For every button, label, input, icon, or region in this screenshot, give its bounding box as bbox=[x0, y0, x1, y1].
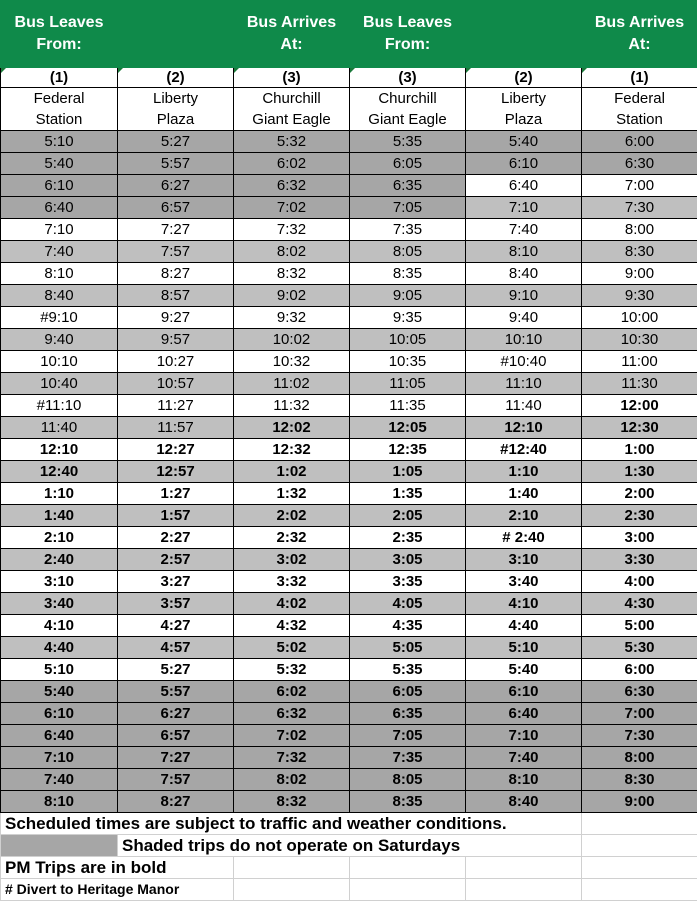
time-cell: 10:30 bbox=[582, 329, 697, 351]
col-heading-1: Bus Leaves From: bbox=[1, 1, 118, 68]
time-cell: 8:00 bbox=[582, 747, 697, 769]
time-cell: 6:35 bbox=[350, 175, 466, 197]
time-cell: 9:40 bbox=[466, 307, 582, 329]
time-cell: 12:10 bbox=[1, 439, 118, 461]
time-cell: 8:02 bbox=[234, 241, 350, 263]
schedule-row bbox=[1, 637, 697, 659]
time-cell: 6:40 bbox=[466, 175, 582, 197]
time-cell: 5:00 bbox=[582, 615, 697, 637]
time-cell: 12:30 bbox=[582, 417, 697, 439]
schedule-row bbox=[1, 483, 697, 505]
time-cell: 5:57 bbox=[118, 153, 234, 175]
shade-legend-swatch bbox=[1, 835, 118, 857]
time-cell: 3:05 bbox=[350, 549, 466, 571]
stop-name-line1: Churchill bbox=[262, 90, 321, 107]
time-cell: 6:10 bbox=[1, 175, 118, 197]
time-cell: 7:27 bbox=[118, 219, 234, 241]
schedule-row bbox=[1, 241, 697, 263]
time-cell: 11:00 bbox=[582, 351, 697, 373]
time-cell: 9:57 bbox=[118, 329, 234, 351]
time-cell: 11:40 bbox=[466, 395, 582, 417]
stop-name bbox=[1, 88, 118, 131]
time-cell: 12:35 bbox=[350, 439, 466, 461]
time-cell: 2:27 bbox=[118, 527, 234, 549]
stop-name-line2: Plaza bbox=[156, 111, 195, 128]
empty-cell bbox=[582, 879, 697, 901]
time-cell: 1:27 bbox=[118, 483, 234, 505]
time-cell: 2:35 bbox=[350, 527, 466, 549]
time-cell: 10:57 bbox=[118, 373, 234, 395]
time-cell: 10:02 bbox=[234, 329, 350, 351]
schedule-row bbox=[1, 593, 697, 615]
stop-name-line1: Liberty bbox=[500, 90, 547, 107]
time-cell: 4:57 bbox=[118, 637, 234, 659]
time-cell: 5:40 bbox=[466, 659, 582, 681]
time-cell: 1:05 bbox=[350, 461, 466, 483]
note-row bbox=[1, 879, 697, 901]
time-cell: 9:27 bbox=[118, 307, 234, 329]
stop-name-line1: Churchill bbox=[378, 90, 437, 107]
stop-number-row bbox=[1, 68, 697, 88]
time-cell: 9:32 bbox=[234, 307, 350, 329]
time-cell: 3:40 bbox=[466, 571, 582, 593]
time-cell: 5:40 bbox=[1, 153, 118, 175]
time-cell: 5:35 bbox=[350, 131, 466, 153]
time-cell: 7:40 bbox=[1, 769, 118, 791]
time-cell: 5:57 bbox=[118, 681, 234, 703]
time-cell: 1:10 bbox=[466, 461, 582, 483]
time-cell: 6:40 bbox=[466, 703, 582, 725]
schedule-row bbox=[1, 417, 697, 439]
note-row bbox=[1, 857, 697, 879]
time-cell: #10:40 bbox=[466, 351, 582, 373]
time-cell: 11:40 bbox=[1, 417, 118, 439]
stop-name-line2: Station bbox=[616, 111, 663, 128]
schedule-row bbox=[1, 439, 697, 461]
schedule-row bbox=[1, 131, 697, 153]
stop-name bbox=[466, 88, 582, 131]
time-cell: 5:30 bbox=[582, 637, 697, 659]
time-cell: 4:35 bbox=[350, 615, 466, 637]
col-heading-5 bbox=[466, 1, 582, 68]
time-cell: 3:40 bbox=[1, 593, 118, 615]
time-cell: 7:27 bbox=[118, 747, 234, 769]
schedule-row bbox=[1, 461, 697, 483]
notes-body bbox=[1, 813, 697, 901]
empty-cell bbox=[582, 813, 697, 835]
time-cell: 8:30 bbox=[582, 769, 697, 791]
schedule-row bbox=[1, 681, 697, 703]
col-heading-3: Bus Arrives At: bbox=[234, 1, 350, 68]
time-cell: 9:02 bbox=[234, 285, 350, 307]
stop-name-line2: Giant Eagle bbox=[368, 111, 447, 128]
time-cell: 5:05 bbox=[350, 637, 466, 659]
schedule-row bbox=[1, 153, 697, 175]
time-cell: 2:30 bbox=[582, 505, 697, 527]
empty-cell bbox=[234, 857, 350, 879]
time-cell: 3:00 bbox=[582, 527, 697, 549]
saturday-note: Shaded trips do not operate on Saturdays bbox=[118, 835, 582, 857]
time-cell: 8:00 bbox=[582, 219, 697, 241]
stop-number: (3) bbox=[350, 68, 466, 88]
empty-cell bbox=[466, 879, 582, 901]
schedule-row bbox=[1, 351, 697, 373]
time-cell: 10:00 bbox=[582, 307, 697, 329]
time-cell: 8:27 bbox=[118, 791, 234, 813]
time-cell: 11:10 bbox=[466, 373, 582, 395]
stop-name-line1: Federal bbox=[33, 90, 85, 107]
time-cell: 6:32 bbox=[234, 175, 350, 197]
time-cell: 9:05 bbox=[350, 285, 466, 307]
time-cell: 2:02 bbox=[234, 505, 350, 527]
schedule-row bbox=[1, 747, 697, 769]
time-cell: 8:10 bbox=[466, 769, 582, 791]
time-cell: 11:32 bbox=[234, 395, 350, 417]
time-cell: 5:27 bbox=[118, 659, 234, 681]
time-cell: 6:10 bbox=[466, 153, 582, 175]
time-cell: 11:57 bbox=[118, 417, 234, 439]
time-cell: 8:30 bbox=[582, 241, 697, 263]
time-cell: 8:10 bbox=[466, 241, 582, 263]
time-cell: 3:35 bbox=[350, 571, 466, 593]
schedule-row bbox=[1, 285, 697, 307]
empty-cell bbox=[582, 835, 697, 857]
time-cell: 8:35 bbox=[350, 791, 466, 813]
time-cell: 2:00 bbox=[582, 483, 697, 505]
time-cell: 1:40 bbox=[466, 483, 582, 505]
time-cell: 11:05 bbox=[350, 373, 466, 395]
time-cell: 4:32 bbox=[234, 615, 350, 637]
time-cell: 7:32 bbox=[234, 219, 350, 241]
time-cell: 10:10 bbox=[466, 329, 582, 351]
time-cell: 3:27 bbox=[118, 571, 234, 593]
stop-number: (2) bbox=[466, 68, 582, 88]
time-cell: 6:40 bbox=[1, 725, 118, 747]
time-cell: 12:05 bbox=[350, 417, 466, 439]
time-cell: 12:02 bbox=[234, 417, 350, 439]
time-cell: 5:10 bbox=[466, 637, 582, 659]
time-cell: 5:35 bbox=[350, 659, 466, 681]
time-cell: 4:10 bbox=[466, 593, 582, 615]
time-cell: 4:05 bbox=[350, 593, 466, 615]
time-cell: 4:02 bbox=[234, 593, 350, 615]
stop-name-line1: Federal bbox=[614, 90, 665, 107]
time-cell: 7:57 bbox=[118, 769, 234, 791]
schedule-row bbox=[1, 769, 697, 791]
time-cell: 8:10 bbox=[1, 263, 118, 285]
time-cell: 4:27 bbox=[118, 615, 234, 637]
time-cell: 7:57 bbox=[118, 241, 234, 263]
time-cell: 7:05 bbox=[350, 197, 466, 219]
schedule-row bbox=[1, 307, 697, 329]
time-cell: 8:05 bbox=[350, 769, 466, 791]
schedule-row bbox=[1, 527, 697, 549]
stop-number: (1) bbox=[1, 68, 118, 88]
time-cell: 2:05 bbox=[350, 505, 466, 527]
time-cell: 9:40 bbox=[1, 329, 118, 351]
stop-name-line2: Station bbox=[35, 111, 83, 128]
schedule-body bbox=[1, 1, 697, 813]
time-cell: 9:00 bbox=[582, 791, 697, 813]
time-cell: 5:32 bbox=[234, 659, 350, 681]
time-cell: 10:32 bbox=[234, 351, 350, 373]
stop-name bbox=[350, 88, 466, 131]
schedule-row bbox=[1, 175, 697, 197]
empty-cell bbox=[466, 857, 582, 879]
time-cell: 7:30 bbox=[582, 197, 697, 219]
time-cell: 11:27 bbox=[118, 395, 234, 417]
time-cell: 9:10 bbox=[466, 285, 582, 307]
time-cell: 4:10 bbox=[1, 615, 118, 637]
time-cell: 1:02 bbox=[234, 461, 350, 483]
time-cell: #9:10 bbox=[1, 307, 118, 329]
schedule-row bbox=[1, 329, 697, 351]
stop-name bbox=[234, 88, 350, 131]
time-cell: 8:32 bbox=[234, 263, 350, 285]
time-cell: 6:40 bbox=[1, 197, 118, 219]
time-cell: 7:02 bbox=[234, 725, 350, 747]
time-cell: 5:40 bbox=[1, 681, 118, 703]
stop-name-line2: Plaza bbox=[504, 111, 543, 128]
divert-note: # Divert to Heritage Manor bbox=[1, 879, 234, 901]
schedule-row bbox=[1, 549, 697, 571]
time-cell: 2:32 bbox=[234, 527, 350, 549]
pm-bold-note: PM Trips are in bold bbox=[1, 857, 234, 879]
time-cell: 10:05 bbox=[350, 329, 466, 351]
time-cell: 4:40 bbox=[1, 637, 118, 659]
schedule-row bbox=[1, 703, 697, 725]
time-cell: 8:02 bbox=[234, 769, 350, 791]
stop-name-row bbox=[1, 88, 697, 131]
time-cell: 12:00 bbox=[582, 395, 697, 417]
time-cell: 6:10 bbox=[466, 681, 582, 703]
time-cell: 8:05 bbox=[350, 241, 466, 263]
empty-cell bbox=[350, 879, 466, 901]
time-cell: 9:30 bbox=[582, 285, 697, 307]
stop-number: (2) bbox=[118, 68, 234, 88]
time-cell: 12:10 bbox=[466, 417, 582, 439]
time-cell: 6:00 bbox=[582, 131, 697, 153]
time-cell: 4:00 bbox=[582, 571, 697, 593]
time-cell: 8:57 bbox=[118, 285, 234, 307]
time-cell: 8:40 bbox=[466, 791, 582, 813]
schedule-row bbox=[1, 571, 697, 593]
schedule-row bbox=[1, 505, 697, 527]
time-cell: 4:30 bbox=[582, 593, 697, 615]
time-cell: 1:40 bbox=[1, 505, 118, 527]
time-cell: 7:10 bbox=[466, 197, 582, 219]
time-cell: 10:35 bbox=[350, 351, 466, 373]
time-cell: 2:10 bbox=[466, 505, 582, 527]
time-cell: 6:02 bbox=[234, 153, 350, 175]
time-cell: 7:10 bbox=[1, 219, 118, 241]
time-cell: 7:30 bbox=[582, 725, 697, 747]
time-cell: 5:40 bbox=[466, 131, 582, 153]
time-cell: 6:30 bbox=[582, 153, 697, 175]
time-cell: 6:35 bbox=[350, 703, 466, 725]
time-cell: 12:27 bbox=[118, 439, 234, 461]
empty-cell bbox=[582, 857, 697, 879]
time-cell: 1:32 bbox=[234, 483, 350, 505]
time-cell: 4:40 bbox=[466, 615, 582, 637]
empty-cell bbox=[234, 879, 350, 901]
stop-number: (1) bbox=[582, 68, 697, 88]
time-cell: 2:10 bbox=[1, 527, 118, 549]
time-cell: 3:32 bbox=[234, 571, 350, 593]
time-cell: 7:10 bbox=[1, 747, 118, 769]
time-cell: 3:30 bbox=[582, 549, 697, 571]
time-cell: 1:57 bbox=[118, 505, 234, 527]
time-cell: 11:35 bbox=[350, 395, 466, 417]
time-cell: 6:05 bbox=[350, 681, 466, 703]
note-row bbox=[1, 835, 697, 857]
time-cell: 6:00 bbox=[582, 659, 697, 681]
stop-name-line1: Liberty bbox=[152, 90, 199, 107]
schedule-row bbox=[1, 659, 697, 681]
time-cell: 6:27 bbox=[118, 175, 234, 197]
time-cell: 8:35 bbox=[350, 263, 466, 285]
time-cell: #12:40 bbox=[466, 439, 582, 461]
time-cell: 8:40 bbox=[466, 263, 582, 285]
time-cell: 12:32 bbox=[234, 439, 350, 461]
schedule-row bbox=[1, 395, 697, 417]
time-cell: 10:27 bbox=[118, 351, 234, 373]
time-cell: 1:35 bbox=[350, 483, 466, 505]
time-cell: 3:10 bbox=[1, 571, 118, 593]
time-cell: 7:00 bbox=[582, 175, 697, 197]
time-cell: 10:10 bbox=[1, 351, 118, 373]
time-cell: 5:02 bbox=[234, 637, 350, 659]
conditions-note: Scheduled times are subject to traffic and weather conditions. bbox=[1, 813, 582, 835]
time-cell: #11:10 bbox=[1, 395, 118, 417]
time-cell: 1:30 bbox=[582, 461, 697, 483]
schedule-row bbox=[1, 725, 697, 747]
time-cell: 7:40 bbox=[466, 747, 582, 769]
schedule-row bbox=[1, 219, 697, 241]
schedule-row bbox=[1, 263, 697, 285]
empty-cell bbox=[350, 857, 466, 879]
time-cell: 6:10 bbox=[1, 703, 118, 725]
stop-name bbox=[118, 88, 234, 131]
time-cell: 2:40 bbox=[1, 549, 118, 571]
time-cell: 2:57 bbox=[118, 549, 234, 571]
time-cell: 3:57 bbox=[118, 593, 234, 615]
time-cell: 6:02 bbox=[234, 681, 350, 703]
time-cell: 7:35 bbox=[350, 219, 466, 241]
time-cell: 11:30 bbox=[582, 373, 697, 395]
time-cell: # 2:40 bbox=[466, 527, 582, 549]
stop-name-line2: Giant Eagle bbox=[252, 111, 331, 128]
time-cell: 12:40 bbox=[1, 461, 118, 483]
schedule-row bbox=[1, 615, 697, 637]
time-cell: 6:05 bbox=[350, 153, 466, 175]
time-cell: 8:27 bbox=[118, 263, 234, 285]
time-cell: 8:32 bbox=[234, 791, 350, 813]
time-cell: 9:00 bbox=[582, 263, 697, 285]
time-cell: 7:10 bbox=[466, 725, 582, 747]
time-cell: 10:40 bbox=[1, 373, 118, 395]
time-cell: 5:32 bbox=[234, 131, 350, 153]
time-cell: 6:27 bbox=[118, 703, 234, 725]
time-cell: 12:57 bbox=[118, 461, 234, 483]
time-cell: 9:35 bbox=[350, 307, 466, 329]
time-cell: 7:00 bbox=[582, 703, 697, 725]
time-cell: 6:32 bbox=[234, 703, 350, 725]
time-cell: 6:30 bbox=[582, 681, 697, 703]
time-cell: 8:40 bbox=[1, 285, 118, 307]
time-cell: 7:02 bbox=[234, 197, 350, 219]
time-cell: 7:40 bbox=[1, 241, 118, 263]
note-row bbox=[1, 813, 697, 835]
time-cell: 6:57 bbox=[118, 197, 234, 219]
col-heading-6: Bus Arrives At: bbox=[582, 1, 697, 68]
schedule-row bbox=[1, 197, 697, 219]
time-cell: 6:57 bbox=[118, 725, 234, 747]
time-cell: 7:40 bbox=[466, 219, 582, 241]
stop-number: (3) bbox=[234, 68, 350, 88]
schedule-row bbox=[1, 791, 697, 813]
time-cell: 7:35 bbox=[350, 747, 466, 769]
schedule-row bbox=[1, 373, 697, 395]
time-cell: 7:32 bbox=[234, 747, 350, 769]
time-cell: 5:10 bbox=[1, 659, 118, 681]
time-cell: 11:02 bbox=[234, 373, 350, 395]
time-cell: 7:05 bbox=[350, 725, 466, 747]
time-cell: 1:00 bbox=[582, 439, 697, 461]
time-cell: 8:10 bbox=[1, 791, 118, 813]
col-heading-2 bbox=[118, 1, 234, 68]
header-row bbox=[1, 1, 697, 68]
time-cell: 3:02 bbox=[234, 549, 350, 571]
time-cell: 5:10 bbox=[1, 131, 118, 153]
time-cell: 5:27 bbox=[118, 131, 234, 153]
col-heading-4: Bus Leaves From: bbox=[350, 1, 466, 68]
time-cell: 3:10 bbox=[466, 549, 582, 571]
stop-name bbox=[582, 88, 697, 131]
time-cell: 1:10 bbox=[1, 483, 118, 505]
